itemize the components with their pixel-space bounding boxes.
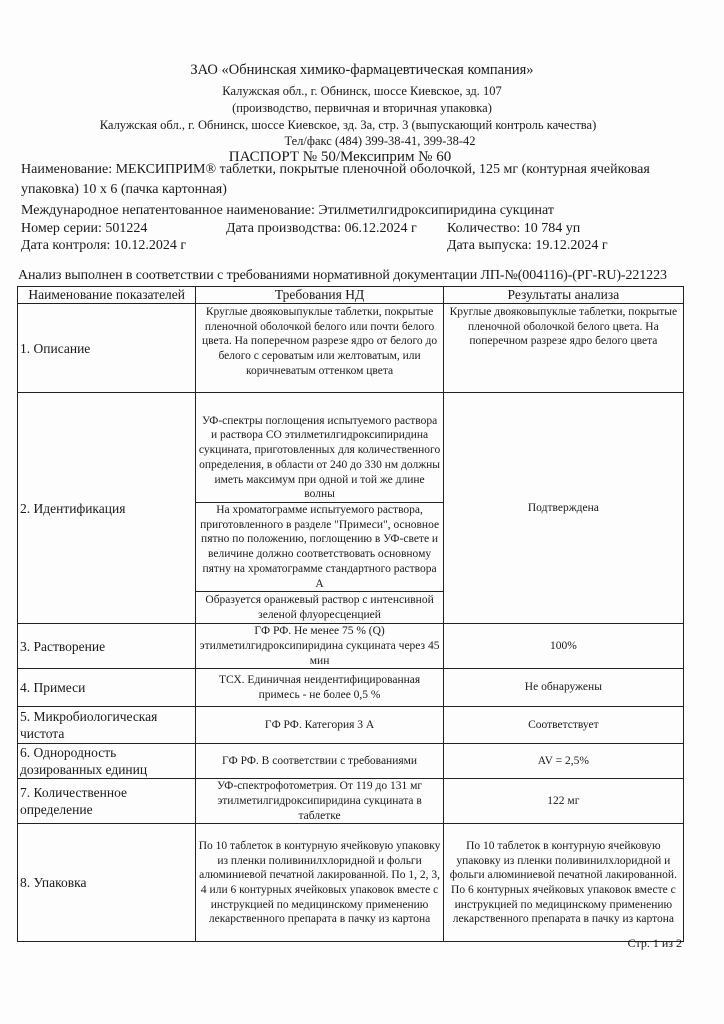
column-header-results: Результаты анализа [443,287,683,304]
result-cell: 122 мг [443,779,683,824]
production-date: Дата производства: 06.12.2024 г [226,221,417,236]
company-name: ЗАО «Обнинская химико-фармацевтическая компания» [190,62,534,78]
requirement-cell: Круглые двояковыпуклые таблетки, покрытые пленочной оболочкой белого или почти белого цвета. На поперечном разрезе ядро от белого до белого с сероватым или желтоватым, или коричневатым оттенком цвета [196,304,443,393]
table-row [18,744,684,779]
series-number: Номер серии: 501224 [21,221,148,236]
inn-name: Международное непатентованное наименование: Этилметилгидроксипиридина сукцинат [21,203,554,218]
requirement-cell: УФ-спектры поглощения испытуемого раствора и раствора СО этилметилгидроксипиридина сукцината, приготовленных для количественного определения, в области от 240 до 330 нм должны иметь максимум при одной и той же длине волны [196,393,443,503]
result-cell: Соответствует [443,707,683,744]
requirement-cell: Образуется оранжевый раствор с интенсивной зеленой флуоресценцией [196,592,443,624]
parameter-cell: 3. Растворение [18,624,196,669]
control-date: Дата контроля: 10.12.2024 г [21,238,187,253]
requirement-cell: ГФ РФ. В соответствии с требованиями [196,744,443,779]
analysis-table [17,286,684,942]
table-row [18,624,684,669]
production-address-note: (производство, первичная и вторичная упаковка) [232,101,492,115]
table-row [18,393,684,503]
production-address: Калужская обл., г. Обнинск, шоссе Киевское, зд. 107 [222,84,502,98]
parameter-cell: 2. Идентификация [18,393,196,624]
parameter-cell: 4. Примеси [18,669,196,707]
result-cell: AV = 2,5% [443,744,683,779]
result-cell: 100% [443,624,683,669]
requirement-cell: По 10 таблеток в контурную ячейковую упаковку из пленки поливинилхлоридной и фольги алюминиевой печатной лакированной. По 1, 2, 3, 4 или 6 контурных ячейковых упаковок вместе с инструкцией по медицинскому применению лекарственного препарата в пачку из картона [196,824,443,942]
parameter-cell: 8. Упаковка [18,824,196,942]
parameter-cell: 1. Описание [18,304,196,393]
analysis-statement: Анализ выполнен в соответствии с требованиями нормативной документации ЛП-№(004116)-(РГ-RU)-221223 [18,268,667,283]
requirement-cell: На хроматограмме испытуемого раствора, приготовленного в разделе "Примеси", основное пятно по положению, поглощению в УФ-свете и величине должно соответствовать основному пятну на хроматограмме стандартного раствора А [196,503,443,592]
result-cell: Круглые двояковыпуклые таблетки, покрытые пленочной оболочкой белого цвета. На поперечном разрезе ядро белого цвета [443,304,683,393]
product-name-line1: Наименование: МЕКСИПРИМ® таблетки, покрытые пленочной оболочкой, 125 мг (контурная ячейковая [21,162,650,177]
table-row [18,824,684,942]
result-cell: Не обнаружены [443,669,683,707]
requirement-cell: ГФ РФ. Не менее 75 % (Q) этилметилгидроксипиридина сукцината через 45 мин [196,624,443,669]
product-name-line2: упаковка) 10 х 6 (пачка картонная) [21,182,227,197]
parameter-cell: 6. Однородность дозированных единиц [18,744,196,779]
table-header-row [18,287,684,304]
table-row [18,669,684,707]
table-row [18,707,684,744]
phone-fax: Тел/факс (484) 399-38-41, 399-38-42 [284,134,476,148]
table-row [18,304,684,393]
result-cell: Подтверждена [443,393,683,624]
quantity: Количество: 10 784 уп [447,221,581,236]
passport-title: ПАСПОРТ № 50/Мексиприм № 60 [228,149,452,165]
requirement-cell: ГФ РФ. Категория 3 А [196,707,443,744]
result-cell: По 10 таблеток в контурную ячейковую упаковку из пленки поливинилхлоридной и фольги алюминиевой печатной лакированной. По 6 контурных ячейковых упаковок вместе с инструкцией по медицинскому применению лекарственного препарата в пачку из картона [443,824,683,942]
column-header-parameter: Наименование показателей [18,287,196,304]
column-header-requirements: Требования НД [196,287,443,304]
requirement-cell: ТСХ. Единичная неидентифицированная примесь - не более 0,5 % [196,669,443,707]
page-indicator: Стр. 1 из 2 [627,936,682,950]
requirement-cell: УФ-спектрофотометрия. От 119 до 131 мг этилметилгидроксипиридина сукцината в таблетке [196,779,443,824]
parameter-cell: 5. Микробиологическая чистота [18,707,196,744]
qc-address: Калужская обл., г. Обнинск, шоссе Киевское, зд. 3а, стр. 3 (выпускающий контроль качества) [99,118,597,132]
release-date: Дата выпуска: 19.12.2024 г [447,238,608,253]
table-row [18,779,684,824]
parameter-cell: 7. Количественное определение [18,779,196,824]
